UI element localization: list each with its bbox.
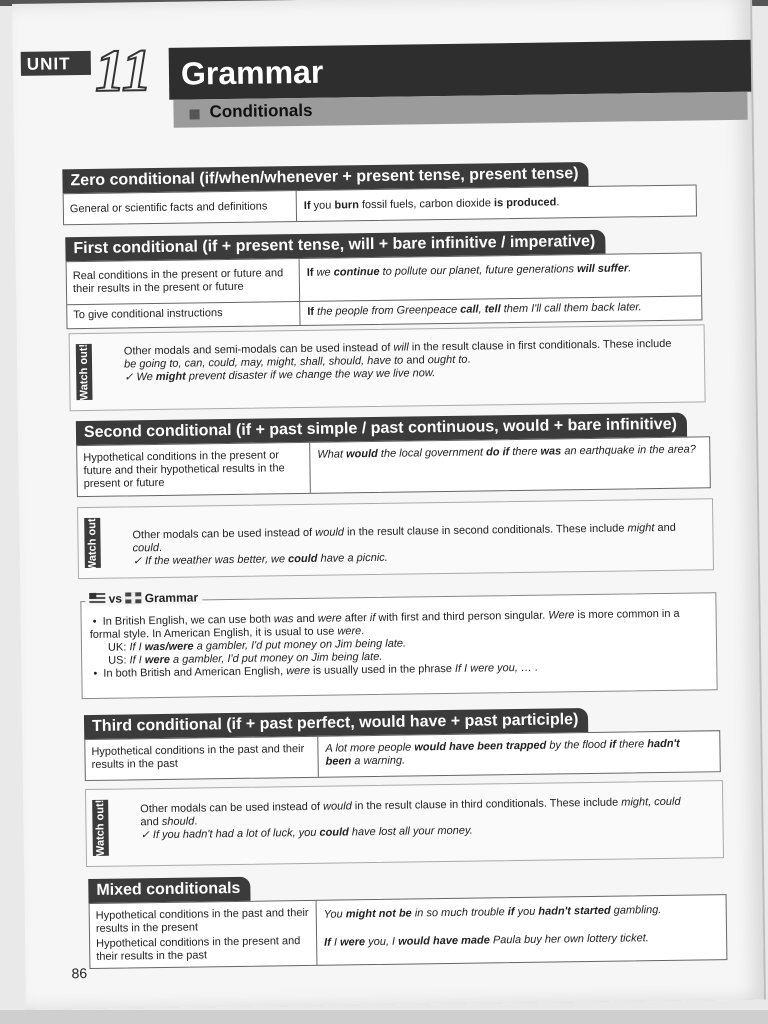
third-use-cell: Hypothetical conditions in the past and their results in the past bbox=[91, 742, 305, 771]
zero-example-cell: If you burn fossil fuels, carbon dioxide is produced. bbox=[303, 196, 560, 212]
page-number: 86 bbox=[71, 965, 88, 982]
watch-out-text-3: Other modals can be used instead of would in the result clause in third conditionals. These include might, could and should. ✓ If you hadn't had a lot of luck, you could have lost all your money. bbox=[140, 795, 681, 842]
bullet-square-icon bbox=[189, 109, 199, 119]
second-conditional-table bbox=[76, 436, 711, 497]
us-flag-icon bbox=[89, 593, 105, 604]
scan-edge-bottom bbox=[0, 1010, 768, 1024]
watch-out-text-1: Other modals and semi-modals can be used instead of will in the result clause in first conditionals. These include be going to, can, could, may, might, shall, should, have to and ought to. ✓ We might prevent disaster if we change the way we live now. bbox=[123, 337, 672, 384]
second-conditional-title: Second conditional (if + past simple / past continuous, would + bare infinitive) bbox=[76, 413, 687, 447]
uk-flag-icon bbox=[125, 592, 141, 603]
unit-number: 11 bbox=[94, 37, 153, 104]
mixed-use-cell-2: Hypothetical conditions in the present and their results in the past bbox=[96, 935, 301, 963]
third-example-cell: A lot more people would have been trapped by the flood if there hadn't been a warning. bbox=[325, 737, 680, 768]
watch-out-box-2 bbox=[77, 498, 714, 579]
first-conditional-title: First conditional (if + present tense, will + bare infinitive / imperative) bbox=[65, 230, 605, 263]
watch-out-box-3 bbox=[85, 780, 724, 867]
third-conditional-title: Third conditional (if + past perfect, would have + past participle) bbox=[84, 708, 589, 740]
second-use-cell: Hypothetical conditions in the present or future and their hypothetical results in the present or future bbox=[83, 449, 285, 491]
zero-conditional-title: Zero conditional (if/when/whenever + present tense, present tense) bbox=[62, 162, 588, 194]
watch-out-tab: Watch out! bbox=[77, 343, 91, 401]
watch-out-text-2: Other modals can be used instead of would in the result clause in second conditionals. These include might and could. ✓ If the weather was better, we could have a picnic. bbox=[132, 521, 676, 568]
third-conditional-table bbox=[84, 730, 721, 781]
mixed-conditionals-title: Mixed conditionals bbox=[88, 877, 250, 904]
mixed-example-cell-1: You might not be in so much trouble if you hadn't started gambling. bbox=[323, 904, 662, 921]
mixed-example-cell-2: If I were you, I would have made Paula buy her own lottery ticket. bbox=[324, 932, 649, 949]
unit-label: UNIT bbox=[26, 54, 71, 74]
watch-out-tab: Watch out! bbox=[94, 799, 107, 857]
second-example-cell: What would the local government do if there was an earthquake in the area? bbox=[317, 443, 696, 461]
zero-use-cell: General or scientific facts and definitions bbox=[69, 200, 268, 216]
mixed-use-cell-1: Hypothetical conditions in the past and their results in the present bbox=[95, 906, 309, 935]
first-example-cell-1: If we continue to pollute our planet, future generations will suffer. bbox=[306, 262, 632, 279]
watch-out-tab: Watch out! bbox=[86, 514, 99, 572]
us-uk-heading: vs Grammar bbox=[85, 590, 202, 606]
first-use-cell-1: Real conditions in the present or future and their results in the present or future bbox=[72, 267, 284, 296]
textbook-page bbox=[12, 0, 766, 1010]
us-uk-grammar-box bbox=[80, 592, 717, 699]
first-example-cell-2: If the people from Greenpeace call, tell them I'll call them back later. bbox=[307, 301, 642, 318]
us-uk-text: • In British English, we can use both was and were after if with first and third person singular. Were is more common in a formal style. In American English, it is usual to use were. UK: If I was/were a gambler, I'd put money on Jim being late. US: If I were a gambler, I'd put money on Jim being late. • In both British and American English, were is usually used in the phrase If I were you, … . bbox=[89, 607, 680, 680]
mixed-conditionals-table bbox=[89, 894, 728, 969]
first-conditional-table bbox=[66, 252, 703, 329]
watch-out-box-1 bbox=[69, 324, 706, 411]
first-use-cell-2: To give conditional instructions bbox=[73, 307, 223, 322]
page-title: Grammar bbox=[180, 53, 324, 92]
page-subtitle: Conditionals bbox=[209, 100, 313, 122]
